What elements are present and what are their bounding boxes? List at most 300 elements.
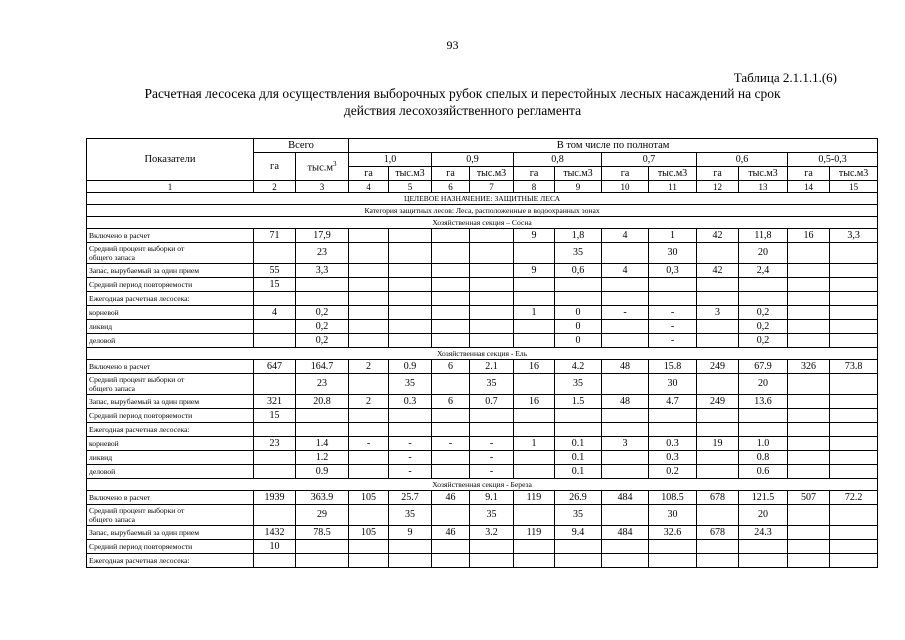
section-spruce: Хозяйственная секция - Ель: [87, 348, 878, 360]
table-cell: [432, 320, 470, 334]
table-cell: [555, 409, 602, 423]
table-cell: 4: [602, 264, 649, 278]
table-cell: [649, 409, 697, 423]
table-cell: 35: [470, 374, 514, 395]
section-birch: Хозяйственная секция - Береза: [87, 479, 878, 491]
table-cell: [432, 229, 470, 243]
table-cell: [514, 374, 555, 395]
table-cell: [788, 264, 830, 278]
row-label-line: ликвид: [89, 452, 113, 462]
table-cell: 119: [514, 526, 555, 540]
table-cell: [296, 554, 349, 568]
table-cell: 0,2: [296, 320, 349, 334]
table-cell: 326: [788, 360, 830, 374]
row-label-line: Средний процент выборки от: [89, 375, 185, 384]
table-cell: [830, 451, 878, 465]
table-cell: [254, 374, 296, 395]
table-cell: [514, 320, 555, 334]
table-cell: [830, 306, 878, 320]
table-cell: 46: [432, 491, 470, 505]
table-cell: 20: [739, 505, 788, 526]
table-cell: [514, 505, 555, 526]
table-cell: [514, 451, 555, 465]
table-cell: [697, 505, 739, 526]
row-stock-per-cut: [87, 264, 878, 278]
table-cell: [432, 292, 470, 306]
table-cell: -: [389, 451, 432, 465]
table-cell: 11,8: [739, 229, 788, 243]
row-annual-cut-heading: [87, 554, 878, 568]
table-cell: 73.8: [830, 360, 878, 374]
table-cell: 17,9: [296, 229, 349, 243]
table-cell: 4: [254, 306, 296, 320]
table-cell: [349, 554, 389, 568]
table-cell: 15: [254, 409, 296, 423]
table-cell: [349, 540, 389, 554]
table-cell: [739, 554, 788, 568]
table-cell: 72.2: [830, 491, 878, 505]
row-label: [87, 395, 254, 409]
row-annual-cut-heading: [87, 292, 878, 306]
table-cell: 0.6: [739, 465, 788, 479]
table-cell: [514, 423, 555, 437]
table-cell: [254, 320, 296, 334]
row-root: [87, 437, 878, 451]
row-label: [87, 292, 254, 306]
table-cell: 48: [602, 395, 649, 409]
table-cell: 30: [649, 505, 697, 526]
row-label: [87, 320, 254, 334]
row-liquid: [87, 451, 878, 465]
table-cell: -: [470, 437, 514, 451]
table-cell: 484: [602, 491, 649, 505]
table-cell: [602, 334, 649, 348]
table-cell: [349, 229, 389, 243]
table-cell: [389, 306, 432, 320]
table-cell: 0,3: [649, 264, 697, 278]
row-label: [87, 491, 254, 505]
table-cell: -: [432, 437, 470, 451]
table-cell: 13.6: [739, 395, 788, 409]
row-label-line: Ежегодная расчетная лесосека:: [89, 293, 190, 303]
row-label: [87, 451, 254, 465]
table-cell: 0.1: [555, 465, 602, 479]
table-cell: [697, 374, 739, 395]
table-cell: [254, 505, 296, 526]
table-cell: [432, 423, 470, 437]
row-label: [87, 437, 254, 451]
table-cell: 678: [697, 491, 739, 505]
table-cell: 249: [697, 395, 739, 409]
row-label-line: Включено в расчет: [89, 361, 151, 371]
table-cell: 0: [555, 334, 602, 348]
table-cell: [697, 292, 739, 306]
row-stock-per-cut: [87, 526, 878, 540]
table-cell: [514, 292, 555, 306]
table-cell: [830, 264, 878, 278]
row-label-line: Запас, вырубаемый за один прием: [89, 527, 200, 537]
table-cell: [788, 554, 830, 568]
table-cell: [432, 278, 470, 292]
table-cell: [349, 306, 389, 320]
section-pine: Хозяйственная секция – Сосна: [87, 217, 878, 229]
table-cell: 1.0: [739, 437, 788, 451]
table-cell: [296, 278, 349, 292]
table-cell: [602, 243, 649, 264]
section-category-row: [87, 205, 878, 217]
header-unit-thm3: тыс.м3: [830, 167, 878, 181]
table-cell: 484: [602, 526, 649, 540]
allowable-cut-table: [86, 138, 878, 568]
table-cell: [830, 505, 878, 526]
table-cell: 20: [739, 374, 788, 395]
row-repeat-period: [87, 278, 878, 292]
table-cell: [697, 243, 739, 264]
table-cell: [788, 526, 830, 540]
table-cell: [432, 540, 470, 554]
table-cell: [602, 292, 649, 306]
table-cell: [432, 264, 470, 278]
row-label-line: Ежегодная расчетная лесосека:: [89, 555, 190, 565]
row-label-line: Средний период повторяемости: [89, 279, 193, 289]
table-cell: 105: [349, 491, 389, 505]
row-label-line: Средний процент выборки от: [89, 244, 185, 253]
table-cell: 19: [697, 437, 739, 451]
row-label: [87, 554, 254, 568]
table-cell: [432, 243, 470, 264]
table-cell: [432, 374, 470, 395]
table-cell: [254, 451, 296, 465]
table-cell: 24.3: [739, 526, 788, 540]
table-title: [60, 85, 865, 119]
table-cell: 0.9: [389, 360, 432, 374]
table-cell: -: [349, 437, 389, 451]
row-label: [87, 278, 254, 292]
page-number: 93: [446, 38, 459, 52]
table-cell: 35: [470, 505, 514, 526]
column-number: 15: [830, 181, 878, 193]
row-label-line: общего запаса: [89, 253, 136, 262]
table-cell: [555, 554, 602, 568]
section-category: Категория защитных лесов: Леса, расположенные в водоохранных зонах: [87, 205, 878, 217]
table-cell: [470, 540, 514, 554]
header-total: Всего: [254, 139, 349, 153]
table-cell: [514, 540, 555, 554]
table-cell: 0,2: [739, 334, 788, 348]
section-pine-row: [87, 217, 878, 229]
section-spruce-row: [87, 348, 878, 360]
row-label-line: ликвид: [89, 321, 113, 331]
table-cell: 23: [254, 437, 296, 451]
table-cell: [432, 465, 470, 479]
table-cell: [514, 278, 555, 292]
table-cell: [389, 320, 432, 334]
table-cell: 3.2: [470, 526, 514, 540]
table-cell: -: [649, 334, 697, 348]
table-cell: [602, 451, 649, 465]
table-cell: [602, 505, 649, 526]
table-cell: [649, 554, 697, 568]
table-cell: [470, 264, 514, 278]
table-cell: 164.7: [296, 360, 349, 374]
table-cell: [389, 409, 432, 423]
table-cell: [602, 320, 649, 334]
table-cell: 363.9: [296, 491, 349, 505]
row-repeat-period: [87, 540, 878, 554]
table-cell: [697, 423, 739, 437]
table-cell: 35: [555, 505, 602, 526]
table-cell: 2.1: [470, 360, 514, 374]
table-cell: [470, 423, 514, 437]
table-cell: [697, 320, 739, 334]
column-number: 5: [389, 181, 432, 193]
column-number: 6: [432, 181, 470, 193]
header-density: 1,0: [349, 153, 432, 167]
table-cell: -: [649, 320, 697, 334]
table-cell: [389, 334, 432, 348]
table-cell: -: [602, 306, 649, 320]
table-cell: 42: [697, 229, 739, 243]
table-cell: [254, 554, 296, 568]
table-cell: -: [470, 465, 514, 479]
header-total-thm3-text: тыс.м: [307, 162, 334, 174]
table-cell: [830, 374, 878, 395]
table-cell: 0.2: [649, 465, 697, 479]
table-cell: [788, 306, 830, 320]
header-including: В том числе по полнотам: [349, 139, 878, 153]
row-label-line: Запас, вырубаемый за один прием: [89, 396, 200, 406]
table-cell: [788, 395, 830, 409]
table-cell: [470, 229, 514, 243]
table-cell: [555, 540, 602, 554]
row-business: [87, 334, 878, 348]
table-cell: 0.9: [296, 465, 349, 479]
section-purpose-row: [87, 193, 878, 205]
row-label: [87, 540, 254, 554]
table-cell: [788, 437, 830, 451]
table-cell: [788, 320, 830, 334]
table-cell: [830, 540, 878, 554]
table-cell: 4.2: [555, 360, 602, 374]
table-cell: 35: [389, 505, 432, 526]
table-cell: 48: [602, 360, 649, 374]
column-number: 11: [649, 181, 697, 193]
table-cell: [514, 554, 555, 568]
column-number: 9: [555, 181, 602, 193]
table-cell: [349, 278, 389, 292]
table-cell: [555, 292, 602, 306]
table-cell: [649, 278, 697, 292]
row-liquid: [87, 320, 878, 334]
table-cell: [697, 465, 739, 479]
row-label: [87, 229, 254, 243]
row-included: [87, 229, 878, 243]
column-number: 1: [87, 181, 254, 193]
table-cell: [349, 451, 389, 465]
table-cell: 1432: [254, 526, 296, 540]
table-cell: 1.5: [555, 395, 602, 409]
table-cell: 67.9: [739, 360, 788, 374]
table-cell: [254, 334, 296, 348]
table-cell: 23: [296, 374, 349, 395]
table-cell: [349, 320, 389, 334]
column-number: 12: [697, 181, 739, 193]
table-cell: 35: [555, 374, 602, 395]
table-cell: 0.1: [555, 437, 602, 451]
table-cell: 3,3: [830, 229, 878, 243]
table-cell: [830, 334, 878, 348]
table-cell: [788, 292, 830, 306]
table-cell: [349, 505, 389, 526]
table-cell: [697, 334, 739, 348]
table-cell: [739, 540, 788, 554]
row-label-line: Включено в расчет: [89, 230, 151, 240]
table-cell: 4.7: [649, 395, 697, 409]
table-cell: [788, 451, 830, 465]
table-cell: [830, 320, 878, 334]
row-included: [87, 491, 878, 505]
title-line-2: действия лесохозяйственного регламента: [343, 103, 582, 118]
table-cell: [788, 540, 830, 554]
column-number: 14: [788, 181, 830, 193]
table-cell: 0,6: [555, 264, 602, 278]
table-cell: [470, 554, 514, 568]
table-cell: [432, 306, 470, 320]
title-line-1: Расчетная лесосека для осуществления выборочных рубок спелых и перестойных лесных насаждений на срок: [144, 86, 781, 101]
table-cell: [349, 292, 389, 306]
column-number: 10: [602, 181, 649, 193]
table-cell: [349, 409, 389, 423]
section-purpose: ЦЕЛЕВОЕ НАЗНАЧЕНИЕ: ЗАЩИТНЫЕ ЛЕСА: [87, 193, 878, 205]
row-label-line: общего запаса: [89, 384, 136, 393]
table-cell: [739, 292, 788, 306]
table-cell: [432, 554, 470, 568]
table-cell: -: [649, 306, 697, 320]
header-indicators: Показатели: [87, 139, 254, 181]
table-cell: [830, 243, 878, 264]
row-root: [87, 306, 878, 320]
row-label-line: Средний период повторяемости: [89, 410, 193, 420]
header-density: 0,5-0,3: [788, 153, 878, 167]
table-cell: 9: [514, 229, 555, 243]
column-number: 2: [254, 181, 296, 193]
table-cell: 29: [296, 505, 349, 526]
table-cell: 1939: [254, 491, 296, 505]
table-cell: [649, 423, 697, 437]
table-cell: 1.2: [296, 451, 349, 465]
table-cell: [602, 554, 649, 568]
table-cell: 9: [514, 264, 555, 278]
table-cell: [254, 465, 296, 479]
column-number: 3: [296, 181, 349, 193]
table-cell: [697, 278, 739, 292]
table-cell: [349, 423, 389, 437]
table-cell: 20: [739, 243, 788, 264]
table-cell: 55: [254, 264, 296, 278]
table-cell: [739, 409, 788, 423]
table-cell: 6: [432, 395, 470, 409]
row-avg-percent: [87, 243, 878, 264]
table-cell: 15: [254, 278, 296, 292]
table-cell: 1: [514, 437, 555, 451]
table-cell: [830, 526, 878, 540]
header-unit-ha: га: [349, 167, 389, 181]
row-stock-per-cut: [87, 395, 878, 409]
table-cell: 321: [254, 395, 296, 409]
table-cell: [739, 423, 788, 437]
table-cell: [470, 409, 514, 423]
table-cell: [296, 409, 349, 423]
table-cell: [470, 292, 514, 306]
table-cell: 10: [254, 540, 296, 554]
table-cell: [602, 374, 649, 395]
header-total-thm3: [296, 153, 349, 181]
table-cell: 0: [555, 306, 602, 320]
table-cell: [788, 505, 830, 526]
table-cell: [739, 278, 788, 292]
table-cell: [432, 334, 470, 348]
table-cell: 105: [349, 526, 389, 540]
table-cell: [432, 409, 470, 423]
row-label-line: Средний процент выборки от: [89, 506, 185, 515]
table-cell: [830, 409, 878, 423]
table-cell: [349, 334, 389, 348]
table-cell: [389, 554, 432, 568]
table-cell: [830, 278, 878, 292]
row-avg-percent: [87, 505, 878, 526]
table-cell: 0.8: [739, 451, 788, 465]
row-label: [87, 243, 254, 264]
header-density: 0,6: [697, 153, 788, 167]
column-number: 13: [739, 181, 788, 193]
header-density: 0,8: [514, 153, 602, 167]
table-cell: [296, 540, 349, 554]
row-avg-percent: [87, 374, 878, 395]
table-cell: 2: [349, 360, 389, 374]
table-cell: [470, 306, 514, 320]
table-cell: 0.3: [389, 395, 432, 409]
row-label: [87, 409, 254, 423]
row-included: [87, 360, 878, 374]
row-label: [87, 306, 254, 320]
table-cell: [514, 243, 555, 264]
table-cell: 16: [514, 395, 555, 409]
row-label: [87, 505, 254, 526]
row-business: [87, 465, 878, 479]
table-cell: 42: [697, 264, 739, 278]
header-unit-ha: га: [697, 167, 739, 181]
table-cell: [514, 334, 555, 348]
table-cell: 1.4: [296, 437, 349, 451]
table-cell: [788, 278, 830, 292]
table-cell: [389, 229, 432, 243]
table-cell: [697, 409, 739, 423]
header-total-ha: га: [254, 153, 296, 181]
table-cell: 25.7: [389, 491, 432, 505]
table-cell: 119: [514, 491, 555, 505]
row-label: [87, 264, 254, 278]
table-cell: [830, 395, 878, 409]
row-label-line: общего запаса: [89, 515, 136, 524]
header-unit-ha: га: [514, 167, 555, 181]
table-cell: 35: [389, 374, 432, 395]
row-label-line: деловой: [89, 335, 116, 345]
row-label: [87, 374, 254, 395]
header-density: 0,9: [432, 153, 514, 167]
table-cell: -: [470, 451, 514, 465]
table-cell: 0,2: [739, 306, 788, 320]
table-cell: [602, 423, 649, 437]
